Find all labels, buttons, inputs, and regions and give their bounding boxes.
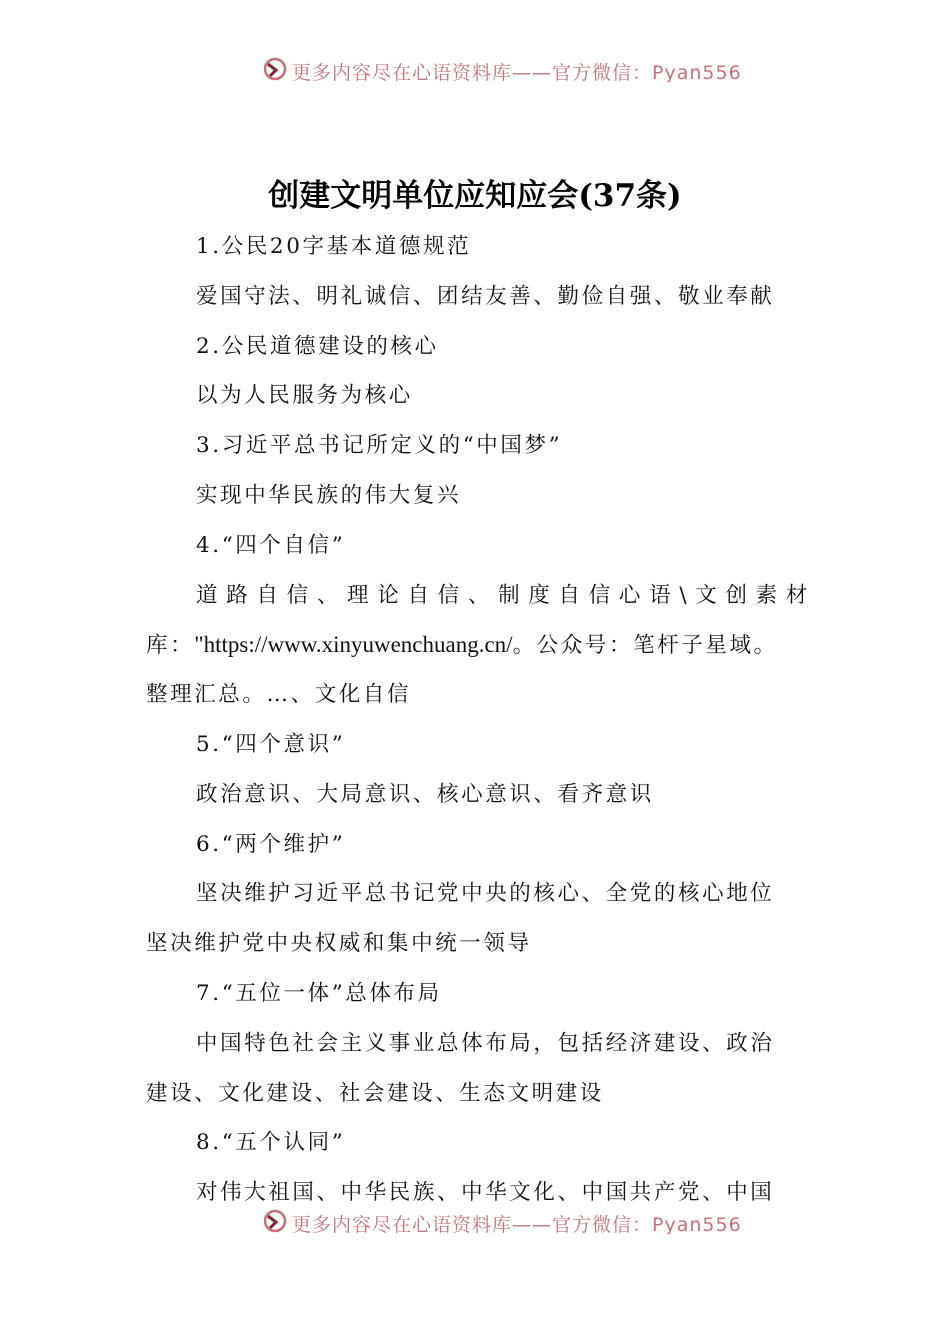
url-text: "https://www.xinyuwenchuang.cn/ — [194, 632, 513, 658]
watermark-text: 更多内容尽在心语资料库——官方微信：Pyan556 — [292, 61, 742, 82]
answer-6-line-1: 坚决维护习近平总书记党中央的核心、全党的核心地位 — [196, 881, 775, 907]
answer-1: 爱国守法、明礼诚信、团结友善、勤俭自强、敬业奉献 — [196, 283, 775, 309]
footer-watermark — [262, 1208, 742, 1234]
question-7: 7.“五位一体”总体布局 — [196, 980, 442, 1006]
question-5: 5.“四个意识” — [196, 731, 346, 757]
header-watermark — [262, 56, 742, 82]
watermark-text: 更多内容尽在心语资料库——官方微信：Pyan556 — [292, 1213, 742, 1234]
answer-6-line-2: 坚决维护党中央权威和集中统一领导 — [146, 931, 532, 957]
answer-3: 实现中华民族的伟大复兴 — [196, 482, 462, 508]
logo-icon — [262, 56, 288, 82]
question-1: 1.公民20字基本道德规范 — [196, 234, 472, 259]
question-4: 4.“四个自信” — [196, 532, 346, 558]
document-title: 创建文明单位应知应会(37条) — [268, 178, 682, 214]
answer-4-line-2 — [146, 620, 810, 670]
answer-8-line-1: 对伟大祖国、中华民族、中华文化、中国共产党、中国 — [196, 1180, 775, 1206]
answer-4-line-1: 道路自信、理论自信、制度自信心语\文创素材 — [196, 582, 810, 608]
answer-4-prefix: 库： — [146, 633, 195, 659]
answer-7-line-2: 建设、文化建设、社会建设、生态文明建设 — [146, 1080, 604, 1106]
answer-2: 以为人民服务为核心 — [196, 383, 413, 409]
answer-7-line-1: 中国特色社会主义事业总体布局，包括经济建设、政治 — [196, 1030, 775, 1056]
question-6: 6.“两个维护” — [196, 831, 346, 857]
question-2: 2.公民道德建设的核心 — [196, 333, 439, 359]
answer-4-line-3: 整理汇总。…、文化自信 — [146, 682, 412, 708]
question-8: 8.“五个认同” — [196, 1130, 346, 1156]
question-3: 3.习近平总书记所定义的“中国梦” — [196, 433, 563, 459]
logo-icon — [262, 1208, 288, 1234]
document-body — [146, 222, 810, 1218]
answer-5: 政治意识、大局意识、核心意识、看齐意识 — [196, 781, 654, 807]
answer-4-suffix: 。公众号：笔杆子星域。 — [512, 633, 778, 659]
